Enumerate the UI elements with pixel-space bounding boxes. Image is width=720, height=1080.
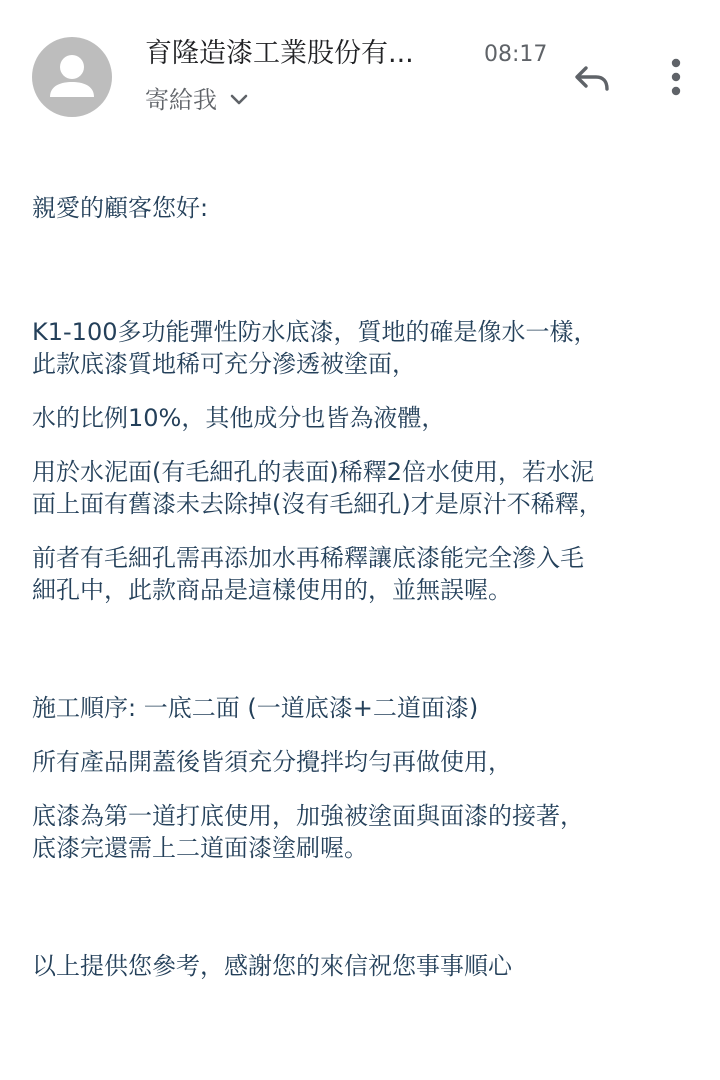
person-avatar-icon[interactable] bbox=[32, 37, 112, 117]
body-line: 施工順序: 一底二面 (一道底漆+二道面漆) bbox=[32, 694, 479, 722]
message-body bbox=[32, 192, 692, 982]
body-line: 用於水泥面(有毛細孔的表面)稀釋2倍水使用，若水泥 bbox=[32, 458, 594, 486]
body-line: 此款底漆質地稀可充分滲透被塗面， bbox=[32, 350, 416, 378]
chevron-down-icon bbox=[229, 93, 249, 107]
body-line: 面上面有舊漆未去除掉(沒有毛細孔)才是原汁不稀釋， bbox=[32, 490, 603, 518]
body-line: 前者有毛細孔需再添加水再稀釋讓底漆能完全滲入毛 bbox=[32, 544, 584, 572]
recipient-details-toggle[interactable] bbox=[145, 84, 249, 116]
body-line: K1-100多功能彈性防水底漆，質地的確是像水一樣， bbox=[32, 318, 598, 346]
body-line: 底漆為第一道打底使用，加強被塗面與面漆的接著， bbox=[32, 802, 584, 830]
closing-line: 以上提供您參考，感謝您的來信祝您事事順心 bbox=[32, 952, 512, 980]
body-line: 細孔中，此款商品是這樣使用的，並無誤喔。 bbox=[32, 576, 512, 604]
body-line: 所有產品開蓋後皆須充分攪拌均勻再做使用， bbox=[32, 748, 512, 776]
email-header bbox=[0, 0, 720, 150]
more-vert-icon bbox=[670, 57, 682, 97]
reply-button[interactable] bbox=[568, 56, 616, 100]
reply-icon bbox=[572, 62, 612, 94]
greeting: 親愛的顧客您好: bbox=[32, 194, 209, 222]
message-time: 08:17 bbox=[484, 42, 548, 67]
body-line: 水的比例10%，其他成分也皆為液體， bbox=[32, 404, 446, 432]
body-line: 底漆完還需上二道面漆塗刷喔。 bbox=[32, 834, 368, 862]
recipient-label: 寄給我 bbox=[145, 86, 217, 114]
sender-name[interactable]: 育隆造漆工業股份有... bbox=[145, 38, 414, 69]
more-options-button[interactable] bbox=[656, 52, 696, 102]
